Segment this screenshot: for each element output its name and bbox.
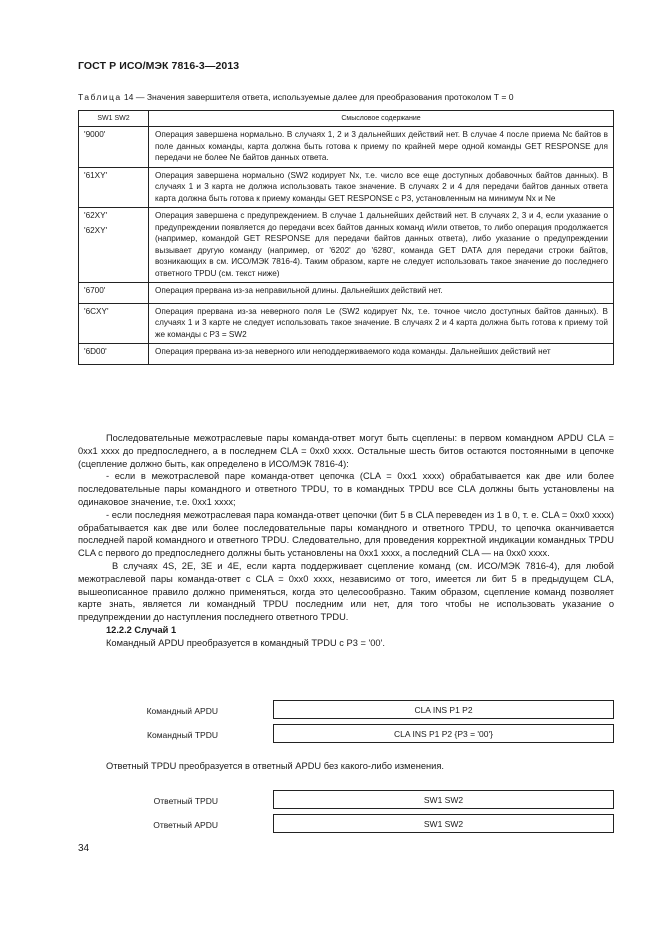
document-header: ГОСТ Р ИСО/МЭК 7816-3—2013: [78, 60, 240, 72]
table-caption-text: 14 — Значения завершителя ответа, используемые далее для преобразования протоколом Т = 0: [121, 92, 514, 102]
code-cell: [79, 208, 149, 283]
meaning-cell: [149, 303, 614, 344]
mapping-label: Ответный TPDU: [153, 796, 218, 806]
code-cell: [79, 344, 149, 365]
status-code: '61XY': [84, 170, 108, 180]
body-text: [78, 432, 614, 650]
meaning-cell: [149, 283, 614, 304]
paragraph-cases: В случаях 4S, 2E, 3E и 4E, если карта поддерживает сцепление команд (см. ИСО/МЭК 7816-4), для любой межотраслевой пары команда-ответ с CLA = 0xx0 xxxx, независимо от того, имеется ли бит 5 в предыдущем CLA, вышеописанное правило должно применяться, когда это целесообразно. Таким образом, сцепление команд позволяет карте знать, является ли командный TPDU последним или нет, для того чтобы не использовать указание о предупреждении до наступления последнего ответного TPDU.: [78, 560, 614, 623]
meaning-cell: [149, 208, 614, 283]
code-cell: [79, 167, 149, 208]
table-caption: [78, 92, 514, 102]
table-caption-prefix: Таблица: [78, 92, 122, 102]
page-number: 34: [78, 843, 90, 854]
paragraph-case1: Командный APDU преобразуется в командный TPDU с P3 = '00'.: [106, 637, 385, 648]
mapping-label: Ответный APDU: [153, 820, 218, 830]
meaning-text: Операция завершена нормально. В случаях 1, 2 и 3 дальнейших действий нет. В случае 4 после приема Nс байтов в поле данных команды, карта должна быть готова к приему по крайней мере одной команды GET RESPONSE для передачи не более Nе байтов данных ответа.: [155, 130, 608, 162]
table-row: [79, 167, 614, 208]
column-header-code: SW1 SW2: [79, 111, 149, 127]
status-code: '6CXY': [84, 306, 109, 316]
status-code: '62XY': [84, 225, 108, 235]
section-heading: 12.2.2 Случай 1: [106, 624, 177, 635]
status-code: '6D00': [84, 347, 107, 356]
code-cell: [79, 303, 149, 344]
table-row: [79, 303, 614, 344]
code-cell: [79, 127, 149, 168]
status-code: '9000': [84, 130, 106, 139]
table-row: [79, 344, 614, 365]
meaning-cell: [149, 167, 614, 208]
mapping-box: SW1 SW2: [273, 814, 614, 833]
mapping-label: Командный APDU: [146, 706, 218, 716]
table-row: [79, 283, 614, 304]
status-code: '62XY': [84, 211, 108, 220]
meaning-text: Операция прервана из-за неверного поля Lе (SW2 кодирует Nx, т.е. точное число доступных байтов данных). В случаях 1 и 3 карте не следует использовать такое значение. В случаях 2 и 4 карта должна быть готова к приему той же команды с P3 = SW2: [155, 306, 608, 339]
column-header-meaning: Смысловое содержание: [149, 111, 614, 127]
meaning-text: Операция прервана из-за неправильной длины. Дальнейших действий нет.: [155, 286, 443, 295]
mapping-box: CLA INS P1 P2: [273, 700, 614, 719]
mapping-box: CLA INS P1 P2 {P3 = '00'}: [273, 724, 614, 743]
paragraph-response: Ответный TPDU преобразуется в ответный APDU без какого-либо изменения.: [106, 761, 444, 771]
paragraph-chaining: Последовательные межотраслевые пары команда-ответ могут быть сцеплены: в первом командном APDU CLA = 0xx1 xxxx до предпоследнего, а в последнем CLA = 0xx0 xxxx. Остальные шесть битов остаются постоянными в цепочке (сцепление должно быть, как определено в ИСО/МЭК 7816-4):: [78, 433, 614, 469]
paragraph-bullet-1: - если в межотраслевой паре команда-ответ цепочка (CLA = 0xx1 xxxx) обрабатывается как две или более последовательные пары командного и ответного TPDU, то в командных TPDU все CLA должны быть установлены на одинаковое значение, т.е. 0xx1 xxxx;: [78, 471, 614, 507]
paragraph-bullet-2: - если последняя межотраслевая пара команда-ответ цепочки (бит 5 в CLA переведен из 1 в 0, т. е. CLA = 0xx0 xxxx) обрабатывается как две или более последовательные пары командного и ответного TPDU, то цепочка оканчивается последней парой командного и ответного TPDU. Следовательно, для проведения корректной индикации командных TPDU CLA с первого до предпоследнего должны быть установлены на 0xx1 xxxx, а последний CLA — на 0xx0 xxxx.: [78, 509, 614, 559]
status-code: '6700': [84, 286, 106, 295]
meaning-cell: [149, 344, 614, 365]
table-row: [79, 127, 614, 168]
mapping-box: SW1 SW2: [273, 790, 614, 809]
meaning-text: Операция завершена нормально (SW2 кодирует Nx, т.е. число все еще доступных добавочных байтов данных). В случаях 1 и 3 карта не должна использовать такое значение. В случаях 2 и 4 для передачи байтов данных ответа карта должна быть готова к приему команды GET RESPONSE с P3, установленным на минимум Nх и Nе: [155, 170, 608, 203]
table-row: [79, 208, 614, 283]
response-codes-table: [78, 110, 614, 365]
meaning-text: Операция прервана из-за неверного или неподдерживаемого кода команды. Дальнейших действий нет: [155, 347, 551, 356]
code-cell: [79, 283, 149, 304]
meaning-cell: [149, 127, 614, 168]
mapping-label: Командный TPDU: [147, 730, 218, 740]
meaning-text: Операция завершена с предупреждением. В случае 1 дальнейших действий нет. В случаях 2, 3 и 4, если указание о предупреждении появляется до передачи всех байтов данных команд и/или ответов, то либо операция продолжается (например, командой GET RESPONSE для передачи байтов данных ответа), либо указание о предупреждении вызывает другую команду (например, от '6202' до '6280', команда GET DATA для передачи строки байтов, возникающих в см. ИСО/МЭК 7816-4). Таким образом, карте не следует использовать такое значение до последнего ответного TPDU (см. текст ниже): [155, 211, 608, 278]
